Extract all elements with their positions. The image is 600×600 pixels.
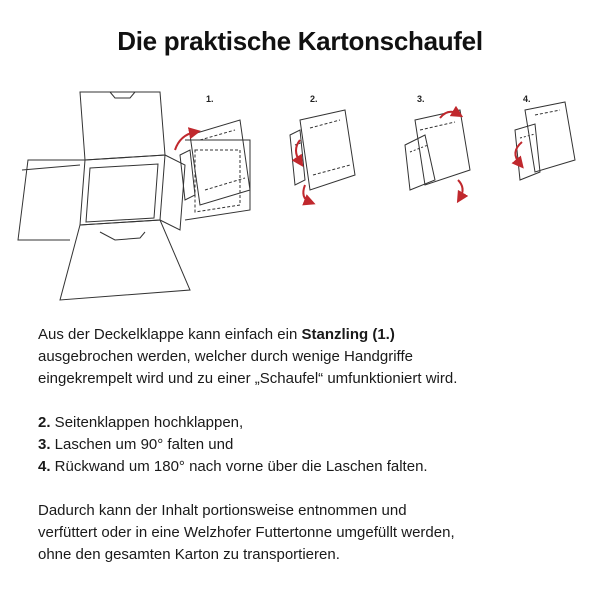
- box-diagram: [0, 80, 600, 320]
- step-3-drawing: [405, 110, 470, 190]
- step-4-label: 4.: [523, 94, 531, 104]
- instruction-list: [38, 412, 568, 478]
- step-2-label: 2.: [310, 94, 318, 104]
- intro-paragraph: Aus der Deckelklappe kann einfach ein Stanzling (1.) ausgebrochen werden, welcher durch wenige Handgriffe eingekrempelt wird und zu einer „Schaufel“ umfunktioniert wird.: [38, 326, 458, 387]
- step-3-label: 3.: [417, 94, 425, 104]
- page-title: Die praktische Kartonschaufel: [117, 26, 483, 56]
- instruction-item: 4. Rückwand um 180° nach vorne über die Laschen falten.: [38, 458, 428, 475]
- arrow-icon: [303, 185, 310, 202]
- instruction-item: 3. Laschen um 90° falten und: [38, 436, 234, 453]
- step-2-drawing: [290, 110, 355, 190]
- closing-paragraph: Dadurch kann der Inhalt portionsweise entnommen und verfüttert oder in eine Welzhofer Futtertonne umgefüllt werden, ohne den gesamten Karton zu transportieren.: [38, 502, 455, 563]
- arrow-icon: [440, 112, 458, 118]
- stanzling-highlight: Stanzling (1.): [301, 326, 395, 343]
- fold-arrows: [175, 112, 522, 202]
- step-1-label: 1.: [206, 94, 214, 104]
- step-4-drawing: [515, 102, 575, 180]
- arrow-icon: [458, 180, 463, 198]
- box-net-drawing: [18, 92, 250, 300]
- folding-illustration: [0, 80, 600, 320]
- instruction-item: 2. Seitenklappen hochklappen,: [38, 414, 244, 431]
